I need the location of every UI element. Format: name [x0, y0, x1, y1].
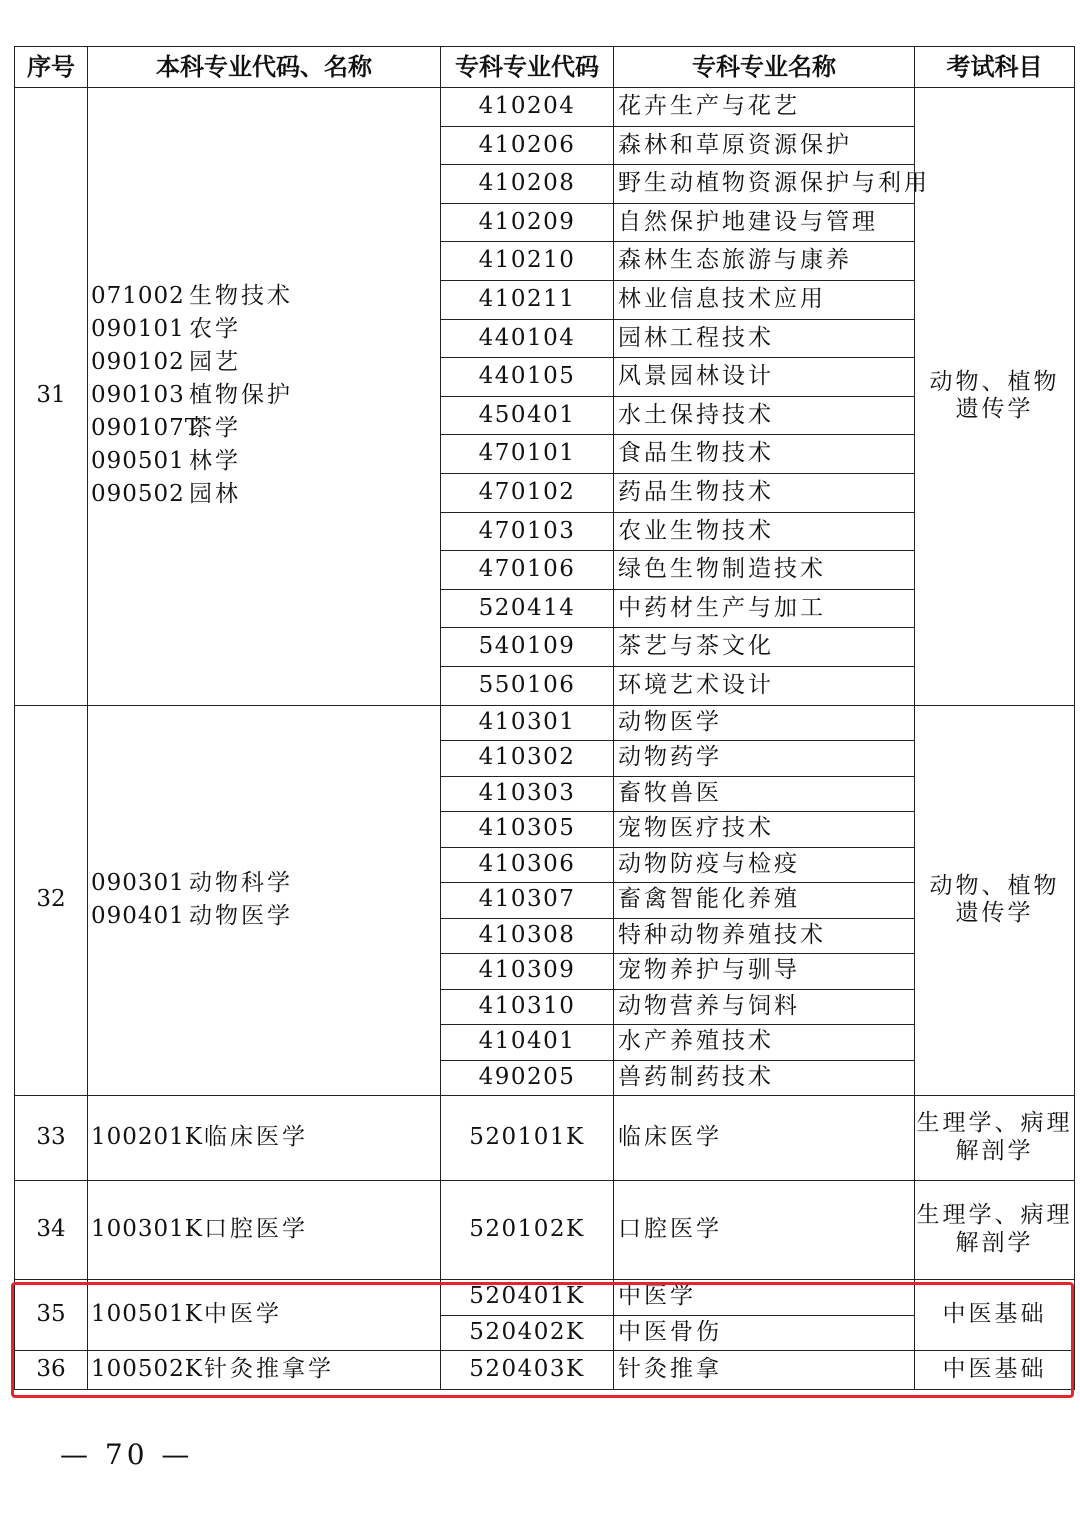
undergrad-entry — [91, 1124, 440, 1152]
major-name-cell: 食品生物技术 — [614, 435, 915, 474]
undergrad-entry — [91, 380, 440, 413]
major-name-cell: 绿色生物制造技术 — [614, 551, 915, 590]
major-code-cell: 410301 — [441, 705, 614, 741]
table-row — [15, 88, 1075, 127]
major-name-cell: 宠物养护与驯导 — [614, 954, 915, 990]
seq-cell: 36 — [15, 1351, 88, 1390]
major-code-cell: 470106 — [441, 551, 614, 590]
undergrad-code: 090501 — [91, 448, 185, 475]
major-code-cell: 470102 — [441, 473, 614, 512]
undergrad-name: 动物医学 — [189, 902, 293, 929]
undergrad-cell — [88, 1096, 441, 1181]
undergrad-code: 090102 — [91, 349, 185, 376]
undergrad-entry — [91, 900, 440, 933]
major-code-cell: 470101 — [441, 435, 614, 474]
subject-line: 中医基础 — [942, 1356, 1047, 1383]
undergrad-code: 071002 — [91, 283, 185, 310]
major-code-cell: 520414 — [441, 589, 614, 628]
major-code-cell: 410204 — [441, 88, 614, 127]
subject-line: 动物、植物 — [929, 872, 1060, 899]
major-name-cell: 中医学 — [614, 1280, 915, 1316]
seq-cell: 31 — [15, 88, 88, 706]
undergrad-name: 园林 — [189, 481, 241, 508]
major-name-cell: 动物防疫与检疫 — [614, 847, 915, 883]
major-name-cell: 口腔医学 — [614, 1181, 915, 1280]
seq-cell: 34 — [15, 1181, 88, 1280]
header-seq: 序号 — [15, 47, 88, 88]
major-name-cell: 农业生物技术 — [614, 512, 915, 551]
undergrad-cell — [88, 88, 441, 706]
major-code-cell: 450401 — [441, 396, 614, 435]
major-code-cell: 410211 — [441, 280, 614, 319]
undergrad-code: 090301 — [91, 869, 185, 896]
major-name-cell: 宠物医疗技术 — [614, 812, 915, 848]
subject-line: 生理学、病理 — [916, 1110, 1073, 1137]
major-code-cell: 410303 — [441, 776, 614, 812]
major-name-cell: 自然保护地建设与管理 — [614, 203, 915, 242]
header-row — [15, 47, 1075, 88]
subject-line: 解剖学 — [955, 1230, 1034, 1256]
major-code-cell: 410206 — [441, 126, 614, 165]
major-name-cell: 针灸推拿 — [614, 1351, 915, 1390]
major-name-cell: 动物药学 — [614, 741, 915, 777]
major-code-cell: 410401 — [441, 1025, 614, 1061]
major-name-cell: 畜禽智能化养殖 — [614, 883, 915, 919]
major-name-cell: 临床医学 — [614, 1096, 915, 1181]
header-undergrad: 本科专业代码、名称 — [88, 47, 441, 88]
subject-line: 动物、植物 — [929, 368, 1060, 395]
major-name-cell: 畜牧兽医 — [614, 776, 915, 812]
table-row — [15, 1096, 1075, 1181]
undergrad-name: 口腔医学 — [204, 1216, 308, 1243]
undergrad-name: 中医学 — [204, 1301, 282, 1328]
major-name-cell: 林业信息技术应用 — [614, 280, 915, 319]
major-code-cell: 520403K — [441, 1351, 614, 1390]
subject-cell — [915, 88, 1075, 706]
major-code-cell: 550106 — [441, 666, 614, 705]
major-code-cell: 410209 — [441, 203, 614, 242]
undergrad-name: 园艺 — [189, 349, 241, 376]
subject-cell — [915, 705, 1075, 1096]
subject-line: 遗传学 — [955, 900, 1034, 927]
major-mapping-table — [14, 46, 1075, 1390]
major-code-cell: 410309 — [441, 954, 614, 990]
undergrad-cell — [88, 1181, 441, 1280]
subject-line: 中医基础 — [942, 1301, 1047, 1328]
undergrad-code: 090502 — [91, 481, 185, 508]
undergrad-name: 针灸推拿学 — [204, 1356, 334, 1383]
major-name-cell: 风景园林设计 — [614, 358, 915, 397]
table-row — [15, 1181, 1075, 1280]
major-code-cell: 410307 — [441, 883, 614, 919]
major-code-cell: 410302 — [441, 741, 614, 777]
major-name-cell: 特种动物养殖技术 — [614, 918, 915, 954]
major-code-cell: 540109 — [441, 628, 614, 667]
undergrad-name: 动物科学 — [189, 869, 293, 896]
undergrad-code: 100501K — [91, 1301, 203, 1328]
undergrad-entry — [91, 281, 440, 314]
subject-cell — [915, 1181, 1075, 1280]
major-code-cell: 470103 — [441, 512, 614, 551]
major-code-cell: 410308 — [441, 918, 614, 954]
undergrad-entry — [91, 314, 440, 347]
undergrad-name: 茶学 — [189, 415, 241, 442]
major-name-cell: 水产养殖技术 — [614, 1025, 915, 1061]
major-name-cell: 森林生态旅游与康养 — [614, 242, 915, 281]
major-name-cell: 园林工程技术 — [614, 319, 915, 358]
undergrad-code: 100502K — [91, 1356, 203, 1383]
undergrad-code: 090101 — [91, 316, 185, 343]
subject-line: 遗传学 — [955, 396, 1034, 423]
header-subject: 考试科目 — [915, 47, 1075, 88]
seq-cell: 35 — [15, 1280, 88, 1351]
undergrad-code: 090401 — [91, 902, 185, 929]
undergrad-code: 090107T — [91, 415, 202, 442]
undergrad-entry — [91, 867, 440, 900]
table-row — [15, 705, 1075, 741]
undergrad-name: 植物保护 — [189, 382, 293, 409]
major-name-cell: 药品生物技术 — [614, 473, 915, 512]
major-name-cell: 花卉生产与花艺 — [614, 88, 915, 127]
header-code: 专科专业代码 — [441, 47, 614, 88]
major-code-cell: 440105 — [441, 358, 614, 397]
major-code-cell: 520401K — [441, 1280, 614, 1316]
undergrad-name: 农学 — [189, 316, 241, 343]
undergrad-cell — [88, 705, 441, 1096]
undergrad-code: 090103 — [91, 382, 185, 409]
major-name-cell: 动物营养与饲料 — [614, 989, 915, 1025]
major-code-cell: 410310 — [441, 989, 614, 1025]
major-name-cell: 中医骨伤 — [614, 1315, 915, 1351]
major-name-cell: 动物医学 — [614, 705, 915, 741]
seq-cell: 33 — [15, 1096, 88, 1181]
undergrad-entry — [91, 479, 440, 512]
undergrad-code: 100201K — [91, 1124, 203, 1151]
subject-line: 生理学、病理 — [916, 1202, 1073, 1229]
major-code-cell: 410208 — [441, 165, 614, 204]
major-name-cell: 森林和草原资源保护 — [614, 126, 915, 165]
seq-cell: 32 — [15, 705, 88, 1096]
major-name-cell: 环境艺术设计 — [614, 666, 915, 705]
undergrad-entry — [91, 1216, 440, 1244]
undergrad-name: 临床医学 — [204, 1124, 308, 1151]
table-body — [15, 88, 1075, 1390]
undergrad-code: 100301K — [91, 1216, 203, 1243]
major-code-cell: 520101K — [441, 1096, 614, 1181]
major-code-cell: 410210 — [441, 242, 614, 281]
highlight-box — [11, 1282, 1074, 1398]
major-code-cell: 440104 — [441, 319, 614, 358]
undergrad-entry — [91, 347, 440, 380]
undergrad-entry — [91, 413, 440, 446]
header-name: 专科专业名称 — [614, 47, 915, 88]
undergrad-entry — [91, 446, 440, 479]
undergrad-name: 生物技术 — [189, 283, 293, 310]
subject-line: 解剖学 — [955, 1138, 1034, 1164]
major-code-cell: 520102K — [441, 1181, 614, 1280]
major-code-cell: 410306 — [441, 847, 614, 883]
major-name-cell: 兽药制药技术 — [614, 1060, 915, 1096]
undergrad-name: 林学 — [189, 448, 241, 475]
major-name-cell: 水土保持技术 — [614, 396, 915, 435]
subject-cell — [915, 1096, 1075, 1181]
major-name-cell: 中药材生产与加工 — [614, 589, 915, 628]
major-code-cell: 520402K — [441, 1315, 614, 1351]
page-number: — 70 — — [60, 1438, 194, 1471]
major-name-cell: 野生动植物资源保护与利用 — [614, 165, 915, 204]
major-name-cell: 茶艺与茶文化 — [614, 628, 915, 667]
major-code-cell: 490205 — [441, 1060, 614, 1096]
major-code-cell: 410305 — [441, 812, 614, 848]
